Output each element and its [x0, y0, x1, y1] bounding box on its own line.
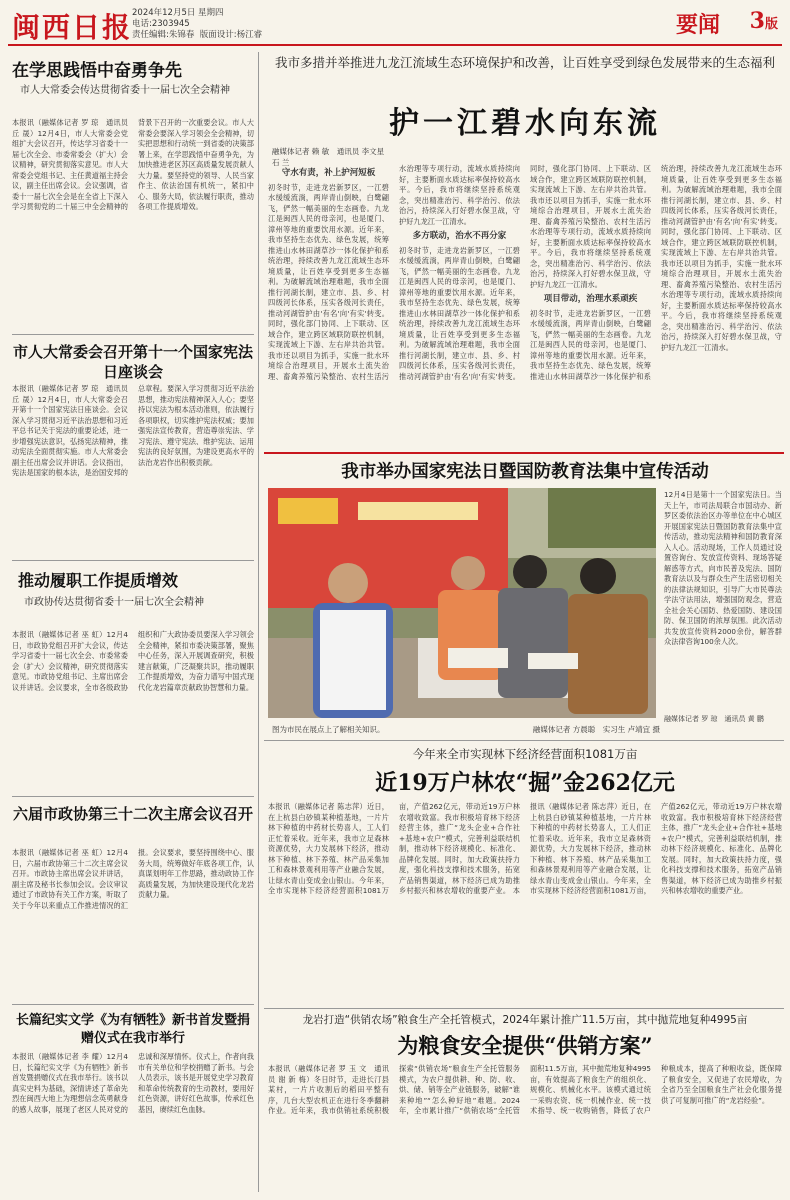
photo-illustration: [268, 488, 656, 718]
divider: [12, 796, 254, 797]
constitution-body: 本报讯（融媒体记者 罗 琼 通讯员 丘 晟）12月4日，市人大常委会召开第十一个国家宪法日座谈会。会议深入学习贯彻习近平法治思想和习近平总书记关于宪法的重要论述，进一步增强宪法意识，弘扬宪法精神，推动宪法全面贯彻实施。市人大常委会副主任出席会议并讲话。会议指出，宪法是国家的根本法，是治国安邦的总章程。要深入学习贯彻习近平法治思想，推动宪法精神深入人心；要坚持以宪法为根本活动准则，依法履行各项职权，切实维护宪法权威；要加强宪法宣传教育，营造尊崇宪法、学习宪法、遵守宪法、维护宪法、运用宪法的良好氛围，为建设更高水平的法治龙岩作出积极贡献。: [12, 384, 254, 477]
law-event-photo: [268, 488, 656, 718]
river-byline: 融媒体记者 赖 敏 通讯员 李文星 石 兰: [272, 147, 385, 167]
divider: [12, 1004, 254, 1005]
cppcc-session-body: 本报讯（融媒体记者 巫 虹）12月4日，六届市政协第三十二次主席会议召开。市政协主席出席会议并讲话，副主席及秘书长参加会议。会议审议通过了市政协有关工作方案，听取了关于今年以来重点工作推进情况的汇报。会议要求，要坚持围绕中心、服务大局，统筹做好年底各项工作，认真谋划明年工作思路，推动政协工作高质量发展，为加快建设现代化龙岩贡献力量。: [12, 848, 254, 910]
law-photo-caption: 图为市民在展点上了解相关知识。: [272, 725, 385, 734]
divider: [12, 334, 254, 335]
divider: [264, 740, 784, 741]
cppcc-study-body: 本报讯（融媒体记者 巫 虹）12月4日，市政协党组召开扩大会议，传达学习省委十一届七次全会、市委常委会（扩大）会议精神，研究贯彻落实意见。市政协党组书记、主席出席会议并讲话。会议要求，全市各级政协组织和广大政协委员要深入学习领会全会精神，紧扣市委决策部署，聚焦中心任务，深入开展调查研究，积极建言献策，广泛凝聚共识，推动履职工作提质增效，为奋力谱写中国式现代化龙岩篇章贡献政协智慧和力量。: [12, 630, 254, 692]
food-kicker: 龙岩打造“供销农场”粮食生产全托管模式，2024年累计推广11.5万亩，其中抛荒地复种4995亩: [302, 1014, 748, 1026]
river-subhead: 多方联动，治水不再分家: [412, 231, 507, 241]
food-title: 为粮食安全提供“供销方案”: [397, 1033, 653, 1058]
river-kicker: 我市多措并举推进九龙江流域生态环境保护和改善，让百姓享受到绿色发展带来的生态福利: [274, 55, 775, 70]
forest-kicker: 今年来全市实现林下经济经营面积1081万亩: [412, 747, 638, 761]
law-photo-credit: 融媒体记者 方晨聪 实习生 卢靖宜 摄: [532, 725, 660, 734]
law-body: 12月4日是第十一个国家宪法日。当天上午，市司法局联合市国动办、新罗区委依法治区办等单位在中心城区开展国家宪法日暨国防教育法集中宣传活动，推动宪法精神和国防教育深入人心。活动现场，工作人员通过设置咨询台、发放宣传资料、现场答疑解惑等方式，向市民普及宪法、国防教育法以及与群众生产生活密切相关的法律法规知识，引导广大市民尊法学法守法用法，增强国防观念，营造全社会关心国防、热爱国防、建设国防、保卫国防的浓厚氛围。此次活动共发放宣传资料2000余份，解答群众法律咨询100余人次。: [664, 490, 782, 646]
cppcc-study-title: 推动履职工作提质增效: [18, 571, 179, 590]
issue-date: 2024年12月5日 星期四: [132, 8, 224, 18]
header-rule: [8, 44, 782, 46]
divider: [264, 452, 784, 454]
column-divider: [258, 52, 259, 1192]
study-subtitle: 市人大常委会传达贯彻省委十一届七次全会精神: [20, 85, 230, 96]
river-subhead: 守水有责，补上护河短板: [281, 168, 376, 178]
editor: 责任编辑:朱锦春: [132, 30, 195, 40]
study-body: 本报讯（融媒体记者 罗 琼 通讯员 丘 晟）12月4日，市人大常委会党组扩大会议召开，传达学习省委十一届七次全会、市委常委会（扩大）会议精神，研究贯彻落实意见。市人大常委会党组书记、主任黄道福主持会议，副主任出席会议。会议强调，省委十一届七次全会是在全省上下深入学习贯彻党的二十届三中全会精神的背景下召开的一次重要会议。市人大常委会要深入学习领会全会精神，切实把思想和行动统一到省委的决策部署上来，在学思践悟中奋勇争先，为加快推进老区苏区高质量发展贡献人大力量。要坚持党的领导、人民当家作主、依法治国有机统一，紧扣中心、服务大局，依法履行职责，推动各项工作提质增效。: [12, 118, 254, 211]
book-body: 本报讯（融媒体记者 李 耀）12月4日，长篇纪实文学《为有牺牲》新书首发暨捐赠仪式在我市举行。该书以真实史料为基础，深情讲述了革命先烈在闽西大地上为理想信念英勇献身的感人故事，展现了老区人民对党的忠诚和深厚情怀。仪式上，作者向我市有关单位和学校捐赠了新书。与会人员表示，该书是开展党史学习教育和革命传统教育的生动教材，要用好红色资源，讲好红色故事，传承红色基因，赓续红色血脉。: [12, 1052, 254, 1114]
masthead-title: 闽西日报: [12, 11, 133, 44]
cppcc-session-title: 六届市政协第三十二次主席会议召开: [12, 805, 253, 823]
divider: [264, 1008, 784, 1009]
law-credits: 融媒体记者 罗 琼 通讯员 黄 鹏: [664, 715, 764, 723]
forest-title: 近19万户林农“掘”金262亿元: [375, 770, 675, 796]
designer: 版面设计:杨江睿: [199, 30, 263, 40]
forest-body: 本报讯（融媒体记者 陈志萍）近日，在上杭县白砂镇某种植基地，一片片林下种植的中药材长势喜人，工人们正忙着采收。近年来，我市立足森林资源优势，大力发展林下经济，推动林下种植、林下养殖、林产品采集加工和森林景观利用等产业融合发展，让绿水青山变成金山银山。今年来，全市实现林下经济经营面积1081万亩，产值262亿元，带动近19万户林农增收致富。我市积极培育林下经济经营主体，推广“龙头企业+合作社+基地+农户”模式，完善利益联结机制，推动林下经济规模化、标准化、品牌化发展。同时，加大政策扶持力度，强化科技支撑和技术服务，拓宽产品销售渠道，林下经济已成为助推乡村振兴和林农增收的重要产业。 本报讯（融媒体记者 陈志萍）近日，在上杭县白砂镇某种植基地，一片片林下种植的中药材长势喜人，工人们正忙着采收。近年来，我市立足森林资源优势，大力发展林下经济，推动林下种植、林下养殖、林产品采集加工和森林景观利用等产业融合发展，让绿水青山变成金山银山。今年来，全市实现林下经济经营面积1081万亩，产值262亿元，带动近19万户林农增收致富。我市积极培育林下经济经营主体，推广“龙头企业+合作社+基地+农户”模式，完善利益联结机制，推动林下经济规模化、标准化、品牌化发展。同时，加大政策扶持力度，强化科技支撑和技术服务，拓宽产品销售渠道，林下经济已成为助推乡村振兴和林农增收的重要产业。: [268, 802, 782, 895]
page-number: 3版: [749, 8, 778, 34]
section-label: 要闻: [675, 12, 720, 38]
phone: 电话:2303945: [132, 19, 190, 29]
masthead-meta: [132, 8, 262, 41]
book-title: 长篇纪实文学《为有牺牲》新书首发暨捐赠仪式在我市举行: [15, 1013, 250, 1046]
river-title: 护一江碧水向东流: [389, 106, 661, 141]
constitution-title: 市人大常委会召开第十一个国家宪法日座谈会: [12, 343, 253, 381]
law-title: 我市举办国家宪法日暨国防教育法集中宣传活动: [341, 462, 709, 482]
divider: [12, 560, 254, 561]
river-body: 守水有责，补上护河短板 初冬时节，走进龙岩新罗区，一江碧水缓缓流淌，两岸青山倒映，白鹭翩飞，俨然一幅美丽的生态画卷。九龙江是闽西人民的母亲河，也是厦门、漳州等地的重要饮用水源。近年来，我市坚持生态优先、绿色发展，统筹推进山水林田湖草沙一体化保护和系统治理，持续改善九龙江流域生态环境质量，让百姓享受到更多生态福利。为破解流域治理难题，我市全面推行河湖长制，建立市、县、乡、村四级河长体系，压实各级河长责任，推动河湖管护由'有名'向'有实'转变。同时，强化部门协同、上下联动、区域合作，建立跨区域联防联控机制，实现流域上下游、左右岸共治共管。我市还以项目为抓手，实施一批水环境综合治理项目，开展水土流失治理、畜禽养殖污染整治、农村生活污水治理等专项行动，流域水质持续向好，主要断面水质达标率保持较高水平。今后，我市将继续坚持系统观念，突出精准治污、科学治污、依法治污，持续深入打好碧水保卫战，守护好九龙江一江清水。 多方联动，治水不再分家 初冬时节，走进龙岩新罗区，一江碧水缓缓流淌，两岸青山倒映，白鹭翩飞，俨然一幅美丽的生态画卷。九龙江是闽西人民的母亲河，也是厦门、漳州等地的重要饮用水源。近年来，我市坚持生态优先、绿色发展，统筹推进山水林田湖草沙一体化保护和系统治理，持续改善九龙江流域生态环境质量，让百姓享受到更多生态福利。为破解流域治理难题，我市全面推行河湖长制，建立市、县、乡、村四级河长体系，压实各级河长责任，推动河湖管护由'有名'向'有实'转变。同时，强化部门协同、上下联动、区域合作，建立跨区域联防联控机制，实现流域上下游、左右岸共治共管。我市还以项目为抓手，实施一批水环境综合治理项目，开展水土流失治理、畜禽养殖污染整治、农村生活污水治理等专项行动，流域水质持续向好，主要断面水质达标率保持较高水平。今后，我市将继续坚持系统观念，突出精准治污、科学治污、依法治污，持续深入打好碧水保卫战，守护好九龙江一江清水。 项目带动，治理水系顽疾 初冬时节，走进龙岩新罗区，一江碧水缓缓流淌，两岸青山倒映，白鹭翩飞，俨然一幅美丽的生态画卷。九龙江是闽西人民的母亲河，也是厦门、漳州等地的重要饮用水源。近年来，我市坚持生态优先、绿色发展，统筹推进山水林田湖草沙一体化保护和系统治理，持续改善九龙江流域生态环境质量，让百姓享受到更多生态福利。为破解流域治理难题，我市全面推行河湖长制，建立市、县、乡、村四级河长体系，压实各级河长责任，推动河湖管护由'有名'向'有实'转变。同时，强化部门协同、上下联动、区域合作，建立跨区域联防联控机制，实现流域上下游、左右岸共治共管。我市还以项目为抓手，实施一批水环境综合治理项目，开展水土流失治理、畜禽养殖污染整治、农村生活污水治理等专项行动，流域水质持续向好，主要断面水质达标率保持较高水平。今后，我市将继续坚持系统观念，突出精准治污、科学治污、依法治污，持续深入打好碧水保卫战，守护好九龙江一江清水。: [268, 164, 782, 381]
food-body: 本报讯（融媒体记者 罗 玉 文 通讯员 谢 新 梅）冬日时节，走进长汀县某村，一片片收割后的稻田平整有序，几台大型农机正在进行冬季翻耕作业。近年来，我市供销社系统积极探索“供销农场”粮食生产全托管服务模式，为农户提供耕、种、防、收、烘、储、销等全产业链服务，破解“谁来种地”“怎么种好地”难题。2024年，全市累计推广“供销农场”全托管面积11.5万亩，其中抛荒地复种4995亩，有效提高了粮食生产的组织化、规模化、机械化水平。该模式通过统一采购农资、统一机械作业、统一技术指导、统一收购销售，降低了农户种粮成本，提高了种粮收益，既保障了粮食安全，又促进了农民增收，为全省乃至全国粮食生产社会化服务提供了可复制可推广的“龙岩经验”。: [268, 1064, 782, 1115]
river-subhead: 项目带动，治理水系顽疾: [543, 294, 638, 304]
cppcc-study-subtitle: 市政协传达贯彻省委十一届七次全会精神: [24, 597, 204, 608]
study-title: 在学思践悟中奋勇争先: [12, 61, 182, 81]
